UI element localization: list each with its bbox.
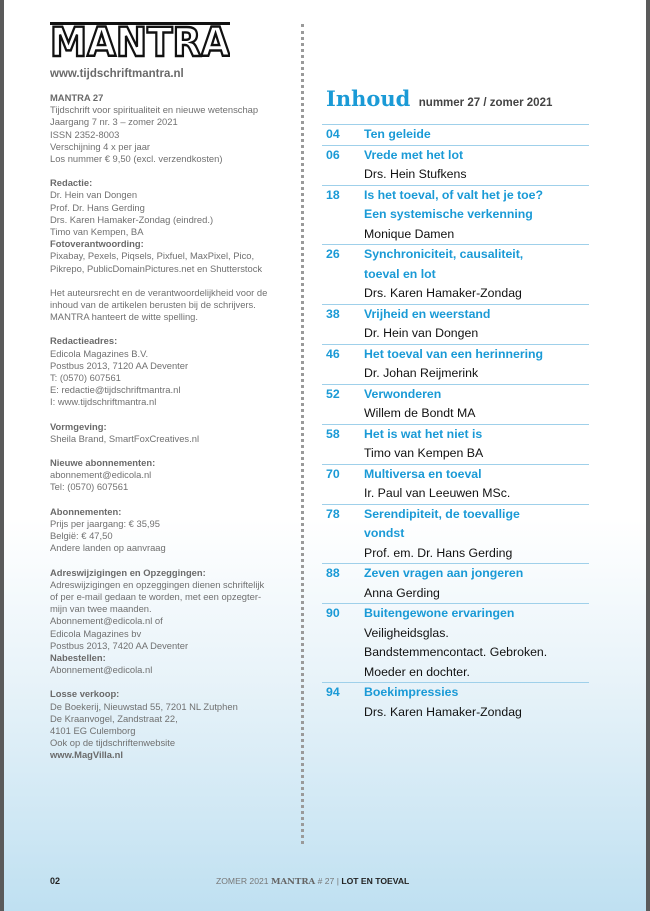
redactie-line: Timo van Kempen, BA xyxy=(50,226,144,238)
copyright-line: MANTRA hanteert de witte spelling. xyxy=(50,311,198,323)
toc-author: Dr. Johan Reijmerink xyxy=(364,366,479,380)
adres-line: Postbus 2013, 7120 AA Deventer xyxy=(50,359,189,371)
wijzigingen-email-link[interactable]: Abonnement@edicola.nl of xyxy=(50,615,163,627)
toc-title-block xyxy=(364,186,543,225)
toc-page-number: 88 xyxy=(326,566,340,580)
magazine-page xyxy=(4,0,646,911)
toc-article-title[interactable]: Serendipiteit, de toevallige xyxy=(364,506,520,521)
toc-title-block xyxy=(364,604,514,624)
toc-article-title[interactable]: toeval en lot xyxy=(364,266,436,281)
toc-title-block xyxy=(364,683,458,703)
toc-title-block xyxy=(364,305,490,325)
toc-author: Ir. Paul van Leeuwen MSc. xyxy=(364,486,511,500)
toc-author: Veiligheidsglas. xyxy=(364,625,449,640)
toc-title-block xyxy=(364,146,463,166)
vormgeving-line: Sheila Brand, SmartFoxCreatives.nl xyxy=(50,432,200,444)
toc-entry[interactable] xyxy=(322,185,589,245)
losse-line: 4101 EG Culemborg xyxy=(50,724,136,736)
toc-author: Monique Damen xyxy=(364,226,455,241)
toc-article-title[interactable]: Buitengewone ervaringen xyxy=(364,606,515,620)
toc-title-block xyxy=(364,505,520,544)
abonnement-email-link[interactable]: abonnement@edicola.nl xyxy=(50,469,152,481)
toc-author: Anna Gerding xyxy=(364,585,440,600)
toc-page-number: 18 xyxy=(326,187,340,202)
colophon xyxy=(50,92,300,762)
wijzigingen-line: mijn van twee maanden. xyxy=(50,603,152,615)
price-line: Andere landen op aanvraag xyxy=(50,542,166,554)
adres-heading: Redactieadres: xyxy=(50,335,118,347)
wijzigingen-line: Edicola Magazines bv xyxy=(50,627,142,639)
footer-brand: MANTRA xyxy=(270,877,316,887)
colophon-line: Verschijning 4 x per jaar xyxy=(50,140,151,152)
toc-author: Willem de Bondt MA xyxy=(364,406,476,420)
toc-article-title[interactable]: Verwonderen xyxy=(364,386,442,401)
losse-line: De Kraanvogel, Zandstraat 22, xyxy=(50,712,178,724)
toc-page-number: 58 xyxy=(326,426,340,441)
magvilla-link[interactable]: www.MagVilla.nl xyxy=(50,749,123,761)
website-link[interactable]: www.tijdschriftmantra.nl xyxy=(50,68,184,80)
abonnementen-heading: Abonnementen: xyxy=(50,505,122,517)
toc-entry[interactable] xyxy=(322,464,589,504)
foto-line: Pixabay, Pexels, Piqsels, Pixfuel, MaxPixel, Pico, xyxy=(50,250,255,262)
toc-title: Inhoud xyxy=(326,86,411,111)
toc-page-number: 06 xyxy=(326,147,340,162)
toc-page-number: 70 xyxy=(326,466,340,481)
toc-article-title[interactable]: Is het toeval, of valt het je toe? xyxy=(364,187,544,202)
toc-page-number: 38 xyxy=(326,306,340,321)
toc-page-number: 78 xyxy=(326,506,340,521)
toc-title-block xyxy=(364,564,523,584)
colophon-line: ISSN 2352-8003 xyxy=(50,128,120,140)
column-divider xyxy=(301,24,304,844)
toc-article-title[interactable]: Het is wat het niet is xyxy=(364,426,483,441)
price-line: België: € 47,50 xyxy=(50,530,113,542)
toc-title-block xyxy=(364,345,543,365)
colophon-line: Tijdschrift voor spiritualiteit en nieuwe wetenschap xyxy=(50,104,259,116)
page-number: 02 xyxy=(50,876,61,886)
toc-author: Timo van Kempen BA xyxy=(364,446,484,460)
wijzigingen-line: Adreswijzigingen en opzeggingen dienen schriftelijk xyxy=(50,578,265,590)
footer-theme: LOT EN TOEVAL xyxy=(341,876,410,886)
toc-title-block xyxy=(364,245,523,284)
mantra-logo xyxy=(50,14,230,60)
toc-article-title[interactable]: Een systemische verkenning xyxy=(364,207,533,221)
toc-entry[interactable] xyxy=(322,504,589,564)
toc-page-number: 94 xyxy=(326,685,340,699)
colophon-title: MANTRA 27 xyxy=(50,92,104,103)
nieuwe-abonnementen-heading: Nieuwe abonnementen: xyxy=(50,457,156,469)
vormgeving-heading: Vormgeving: xyxy=(50,420,107,432)
toc-entry[interactable] xyxy=(322,384,589,424)
toc-article-title[interactable]: Ten geleide xyxy=(364,127,431,141)
toc-page-number: 52 xyxy=(326,386,340,401)
toc-article-title[interactable]: Vrede met het lot xyxy=(364,147,464,162)
redactie-heading: Redactie: xyxy=(50,177,93,189)
losse-verkoop-heading: Losse verkoop: xyxy=(50,688,120,700)
copyright-line: Het auteursrecht en de verantwoordelijkheid voor de xyxy=(50,286,268,298)
losse-line: De Boekerij, Nieuwstad 55, 7201 NL Zutphen xyxy=(50,700,238,712)
toc-article-title[interactable]: Vrijheid en weerstand xyxy=(364,306,491,321)
foto-heading: Fotoverantwoording: xyxy=(50,238,144,250)
toc-title-block xyxy=(364,465,482,485)
toc-article-title[interactable]: Zeven vragen aan jongeren xyxy=(364,566,524,580)
toc-author: Prof. em. Dr. Hans Gerding xyxy=(364,545,513,560)
foto-line: Pikrepo, PublicDomainPictures.net en Shutterstock xyxy=(50,262,263,274)
wijzigingen-heading: Adreswijzigingen en Opzeggingen: xyxy=(50,566,206,578)
wijzigingen-line: Postbus 2013, 7420 AA Deventer xyxy=(50,639,189,651)
nabestellen-heading: Nabestellen: xyxy=(50,651,106,663)
toc-article-title[interactable]: vondst xyxy=(364,526,405,540)
wijzigingen-line: of per e-mail gedaan te worden, met een opzegter- xyxy=(50,590,262,602)
footer-issue: # 27 xyxy=(317,876,335,886)
toc-entry[interactable] xyxy=(322,344,589,384)
redactie-line: Drs. Karen Hamaker-Zondag (eindred.) xyxy=(50,213,214,225)
toc-article-title[interactable]: Boekimpressies xyxy=(364,685,459,699)
adres-line: T: (0570) 607561 xyxy=(50,372,121,384)
toc-entry[interactable] xyxy=(322,563,589,603)
toc-author: Drs. Karen Hamaker-Zondag xyxy=(364,704,522,719)
copyright-line: inhoud van de artikelen berusten bij de schrijvers. xyxy=(50,299,256,311)
toc-author: Drs. Karen Hamaker-Zondag xyxy=(364,286,522,300)
redactie-line: Dr. Hein van Dongen xyxy=(50,189,138,201)
colophon-line: Jaargang 7 nr. 3 – zomer 2021 xyxy=(50,116,178,128)
footer-season: ZOMER 2021 xyxy=(216,876,269,886)
toc-article-title[interactable]: Het toeval van een herinnering xyxy=(364,346,544,361)
toc-page-number: 26 xyxy=(326,247,340,261)
toc-subtitle: nummer 27 / zomer 2021 xyxy=(418,97,553,109)
redactie-email-link[interactable]: E: redactie@tijdschriftmantra.nl xyxy=(50,384,181,396)
toc-entry[interactable] xyxy=(322,145,589,185)
toc-entry[interactable] xyxy=(322,603,589,682)
website-line-link[interactable]: I: www.tijdschriftmantra.nl xyxy=(50,396,157,408)
toc-title-block xyxy=(364,385,441,405)
toc-author: Moeder en dochter. xyxy=(364,664,470,679)
price-line: Prijs per jaargang: € 35,95 xyxy=(50,517,160,529)
toc-article-title[interactable]: Synchroniciteit, causaliteit, xyxy=(364,247,524,261)
toc-title-block xyxy=(364,425,482,445)
toc-author: Drs. Hein Stufkens xyxy=(364,167,467,181)
toc-page-number: 90 xyxy=(326,606,340,620)
svg-text:MANTRA: MANTRA xyxy=(50,20,230,60)
table-of-contents xyxy=(322,124,589,722)
toc-page-number: 46 xyxy=(326,346,340,361)
toc-author: Bandstemmencontact. Gebroken. xyxy=(364,645,548,659)
toc-entry[interactable] xyxy=(322,304,589,344)
toc-entry[interactable] xyxy=(322,124,589,145)
redactie-line: Prof. Dr. Hans Gerding xyxy=(50,201,145,213)
running-footer xyxy=(216,876,409,887)
toc-entry[interactable] xyxy=(322,244,589,304)
adres-line: Edicola Magazines B.V. xyxy=(50,347,149,359)
nabestellen-email-link[interactable]: Abonnement@edicola.nl xyxy=(50,664,153,676)
losse-line: Ook op de tijdschriftenwebsite xyxy=(50,737,176,749)
colophon-line: Los nummer € 9,50 (excl. verzendkosten) xyxy=(50,153,223,165)
toc-page-number: 04 xyxy=(326,127,340,141)
toc-article-title[interactable]: Multiversa en toeval xyxy=(364,466,482,481)
toc-entry[interactable] xyxy=(322,682,589,722)
toc-header xyxy=(326,86,552,111)
toc-author: Dr. Hein van Dongen xyxy=(364,326,479,340)
abonnement-phone: Tel: (0570) 607561 xyxy=(50,481,129,493)
footer-separator: | xyxy=(336,876,339,886)
toc-entry[interactable] xyxy=(322,424,589,464)
toc-title-block xyxy=(364,125,431,145)
